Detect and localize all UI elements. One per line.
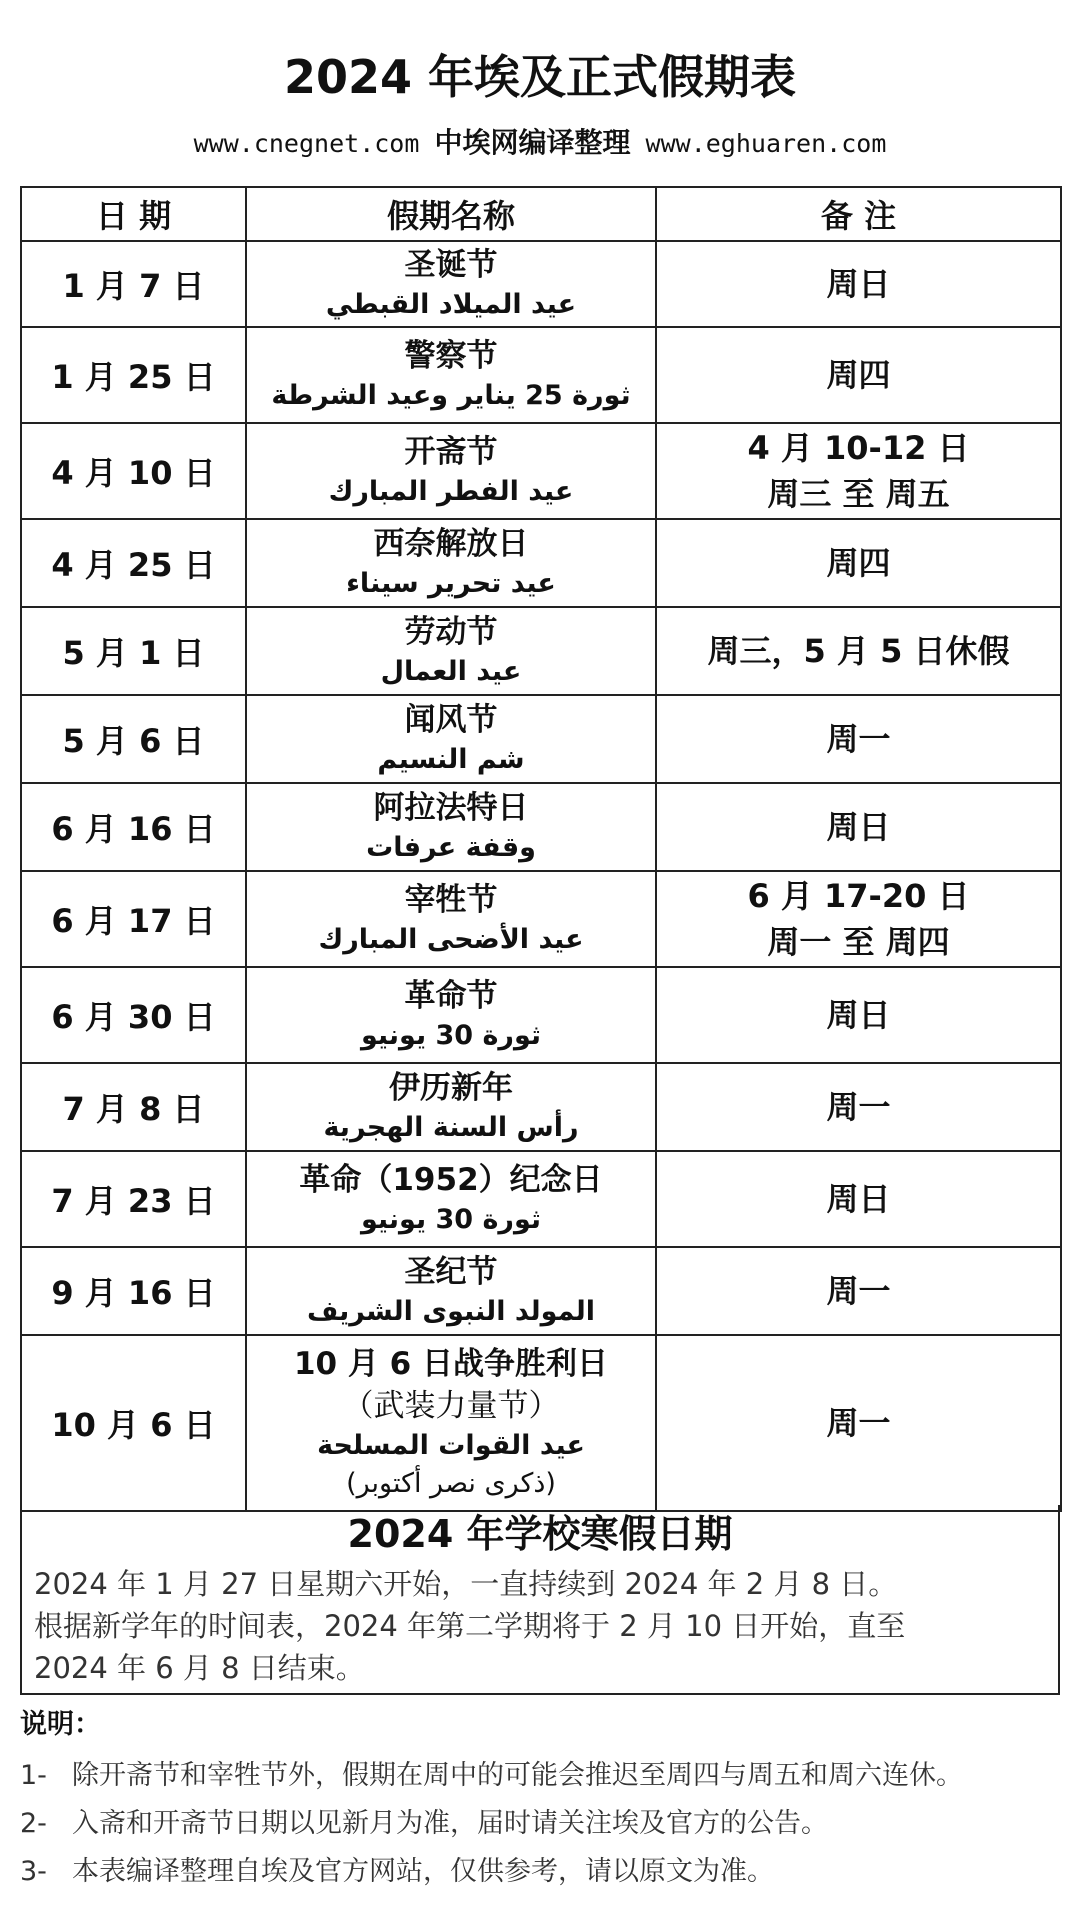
holiday-remark-cell <box>656 1151 1061 1247</box>
holiday-remark: 周一 <box>826 1088 891 1126</box>
holiday-remark-cell <box>656 871 1061 967</box>
note-text: 入斋和开斋节日期以见新月为准，届时请关注埃及官方的公告。 <box>72 1808 828 1839</box>
note-item <box>20 1848 1070 1896</box>
source-credit: 中埃网编译整理 <box>434 126 631 159</box>
holiday-date: 9 月 16 日 <box>21 1247 246 1335</box>
note-number: 1- <box>20 1760 47 1791</box>
school-holiday-section <box>20 1505 1060 1695</box>
holiday-remark-cell <box>656 1247 1061 1335</box>
holiday-date: 5 月 1 日 <box>21 607 246 695</box>
table-row <box>21 967 1061 1063</box>
holiday-name-chinese: 10 月 6 日战争胜利日 <box>293 1346 609 1382</box>
notes-list <box>20 1752 1070 1896</box>
table-row <box>21 1247 1061 1335</box>
table-row <box>21 1063 1061 1151</box>
table-row <box>21 607 1061 695</box>
school-holiday-line: 2024 年 6 月 8 日结束。 <box>34 1651 365 1685</box>
holiday-remark-cell <box>656 241 1061 327</box>
holiday-date: 7 月 8 日 <box>21 1063 246 1151</box>
note-item <box>20 1800 1070 1848</box>
holiday-name-arabic: عيد الميلاد القبطي <box>325 289 577 320</box>
holiday-name-chinese: 圣纪节 <box>404 1254 498 1290</box>
table-row <box>21 241 1061 327</box>
table-row <box>21 1151 1061 1247</box>
holiday-remark-cell <box>656 423 1061 519</box>
table-row <box>21 327 1061 423</box>
holiday-name-cell <box>246 241 656 327</box>
header-date: 日 期 <box>21 187 246 241</box>
holiday-name-cell <box>246 423 656 519</box>
table-header-row <box>21 187 1061 241</box>
table-row <box>21 1335 1061 1511</box>
holiday-remark: 周一 <box>826 1272 891 1310</box>
holiday-name-chinese: 警察节 <box>404 338 498 374</box>
holiday-remark-cell <box>656 607 1061 695</box>
holiday-name-cell <box>246 607 656 695</box>
holiday-remark: 4 月 10-12 日 <box>747 429 970 467</box>
holiday-remark: 周日 <box>826 265 891 303</box>
holiday-remark: 周一 <box>826 1404 891 1442</box>
table-row <box>21 519 1061 607</box>
holiday-date: 6 月 16 日 <box>21 783 246 871</box>
holiday-remark-cell <box>656 1063 1061 1151</box>
holiday-name-arabic: المولد النبوى الشريف <box>306 1296 596 1327</box>
notes-heading: 说明： <box>20 1709 101 1740</box>
holiday-remark-cell <box>656 783 1061 871</box>
note-text: 除开斋节和宰牲节外，假期在周中的可能会推迟至周四与周五和周六连休。 <box>72 1760 963 1791</box>
school-holiday-line: 2024 年 1 月 27 日星期六开始，一直持续到 2024 年 2 月 8 日。 <box>34 1567 898 1601</box>
header-holiday-name: 假期名称 <box>246 187 656 241</box>
holiday-name-chinese: 宰牲节 <box>404 882 498 918</box>
holiday-name-arabic: عيد الأضحى المبارك <box>318 924 584 955</box>
school-holiday-title: 2024 年学校寒假日期 <box>347 1512 733 1556</box>
holiday-name-cell <box>246 1063 656 1151</box>
table-row <box>21 783 1061 871</box>
holiday-name-chinese: 开斋节 <box>404 434 498 470</box>
holiday-name-chinese: 劳动节 <box>404 614 498 650</box>
holiday-name-arabic: وقفة عرفات <box>366 832 536 863</box>
source-link-cnegnet[interactable]: www.cnegnet.com <box>193 129 420 158</box>
holiday-name-cell <box>246 967 656 1063</box>
holiday-name-cell <box>246 327 656 423</box>
holiday-name-chinese: 西奈解放日 <box>373 526 529 562</box>
holiday-name-chinese: 圣诞节 <box>404 247 498 283</box>
holiday-name-chinese: 伊历新年 <box>389 1070 513 1106</box>
holiday-remark: 6 月 17-20 日 <box>747 877 970 915</box>
holiday-remark: 周三，5 月 5 日休假 <box>707 632 1010 670</box>
table-row <box>21 871 1061 967</box>
holiday-name-arabic: ثورة 30 يونيو <box>360 1204 542 1235</box>
holiday-name-arabic: شم النسيم <box>377 744 525 775</box>
holiday-remark: 周一 至 周四 <box>767 923 950 961</box>
school-holiday-text <box>22 1563 1058 1689</box>
holiday-remark: 周日 <box>826 996 891 1034</box>
school-holiday-line: 根据新学年的时间表，2024 年第二学期将于 2 月 10 日开始，直至 <box>34 1609 906 1643</box>
holiday-remark: 周一 <box>826 720 891 758</box>
note-text: 本表编译整理自埃及官方网站，仅供参考，请以原文为准。 <box>72 1856 774 1887</box>
holiday-name-arabic: عيد تحرير سيناء <box>346 568 556 599</box>
holiday-date: 6 月 17 日 <box>21 871 246 967</box>
table-row <box>21 423 1061 519</box>
holiday-remark-cell <box>656 967 1061 1063</box>
holiday-name-arabic-sub: (ذكرى نصر أكتوبر) <box>346 1468 556 1499</box>
holiday-name-chinese: 闻风节 <box>404 702 498 738</box>
header-remarks: 备 注 <box>656 187 1061 241</box>
holiday-name-cell <box>246 1335 656 1511</box>
holiday-name-cell <box>246 871 656 967</box>
holiday-remark-cell <box>656 695 1061 783</box>
holiday-date: 7 月 23 日 <box>21 1151 246 1247</box>
holiday-name-cell <box>246 1151 656 1247</box>
holiday-remark: 周三 至 周五 <box>767 475 950 513</box>
note-number: 2- <box>20 1808 47 1839</box>
holiday-remark-cell <box>656 519 1061 607</box>
holiday-name-chinese: 革命节 <box>404 978 498 1014</box>
holiday-name-arabic: رأس السنة الهجرية <box>323 1112 579 1143</box>
holiday-table <box>20 186 1062 1512</box>
holiday-date: 6 月 30 日 <box>21 967 246 1063</box>
holiday-name-arabic: ثورة 30 يونيو <box>360 1020 542 1051</box>
holiday-name-cell <box>246 519 656 607</box>
holiday-name-cell <box>246 695 656 783</box>
holiday-remark-cell <box>656 1335 1061 1511</box>
holiday-name-arabic: عيد العمال <box>380 656 522 687</box>
holiday-remark: 周日 <box>826 1180 891 1218</box>
holiday-date: 4 月 25 日 <box>21 519 246 607</box>
holiday-date: 1 月 7 日 <box>21 241 246 327</box>
holiday-remark: 周日 <box>826 808 891 846</box>
holiday-date: 10 月 6 日 <box>21 1335 246 1511</box>
page-title: 2024 年埃及正式假期表 <box>283 50 797 104</box>
table-row <box>21 695 1061 783</box>
holiday-date: 1 月 25 日 <box>21 327 246 423</box>
holiday-name-arabic: عيد القوات المسلحة <box>317 1430 585 1461</box>
holiday-name-arabic: عيد الفطر المبارك <box>328 476 574 507</box>
holiday-name-arabic: ثورة 25 يناير وعيد الشرطة <box>271 380 631 411</box>
holiday-remark: 周四 <box>826 356 891 394</box>
holiday-date: 5 月 6 日 <box>21 695 246 783</box>
note-item <box>20 1752 1070 1800</box>
holiday-name-cell <box>246 783 656 871</box>
holiday-name-chinese: 革命（1952）纪念日 <box>299 1162 603 1198</box>
holiday-remark: 周四 <box>826 544 891 582</box>
note-number: 3- <box>20 1856 47 1887</box>
holiday-remark-cell <box>656 327 1061 423</box>
holiday-date: 4 月 10 日 <box>21 423 246 519</box>
holiday-name-chinese-sub: （武装力量节） <box>342 1388 560 1424</box>
holiday-name-chinese: 阿拉法特日 <box>373 790 529 826</box>
holiday-name-cell <box>246 1247 656 1335</box>
source-line <box>0 124 1080 162</box>
source-link-eghuaren[interactable]: www.eghuaren.com <box>645 129 887 158</box>
